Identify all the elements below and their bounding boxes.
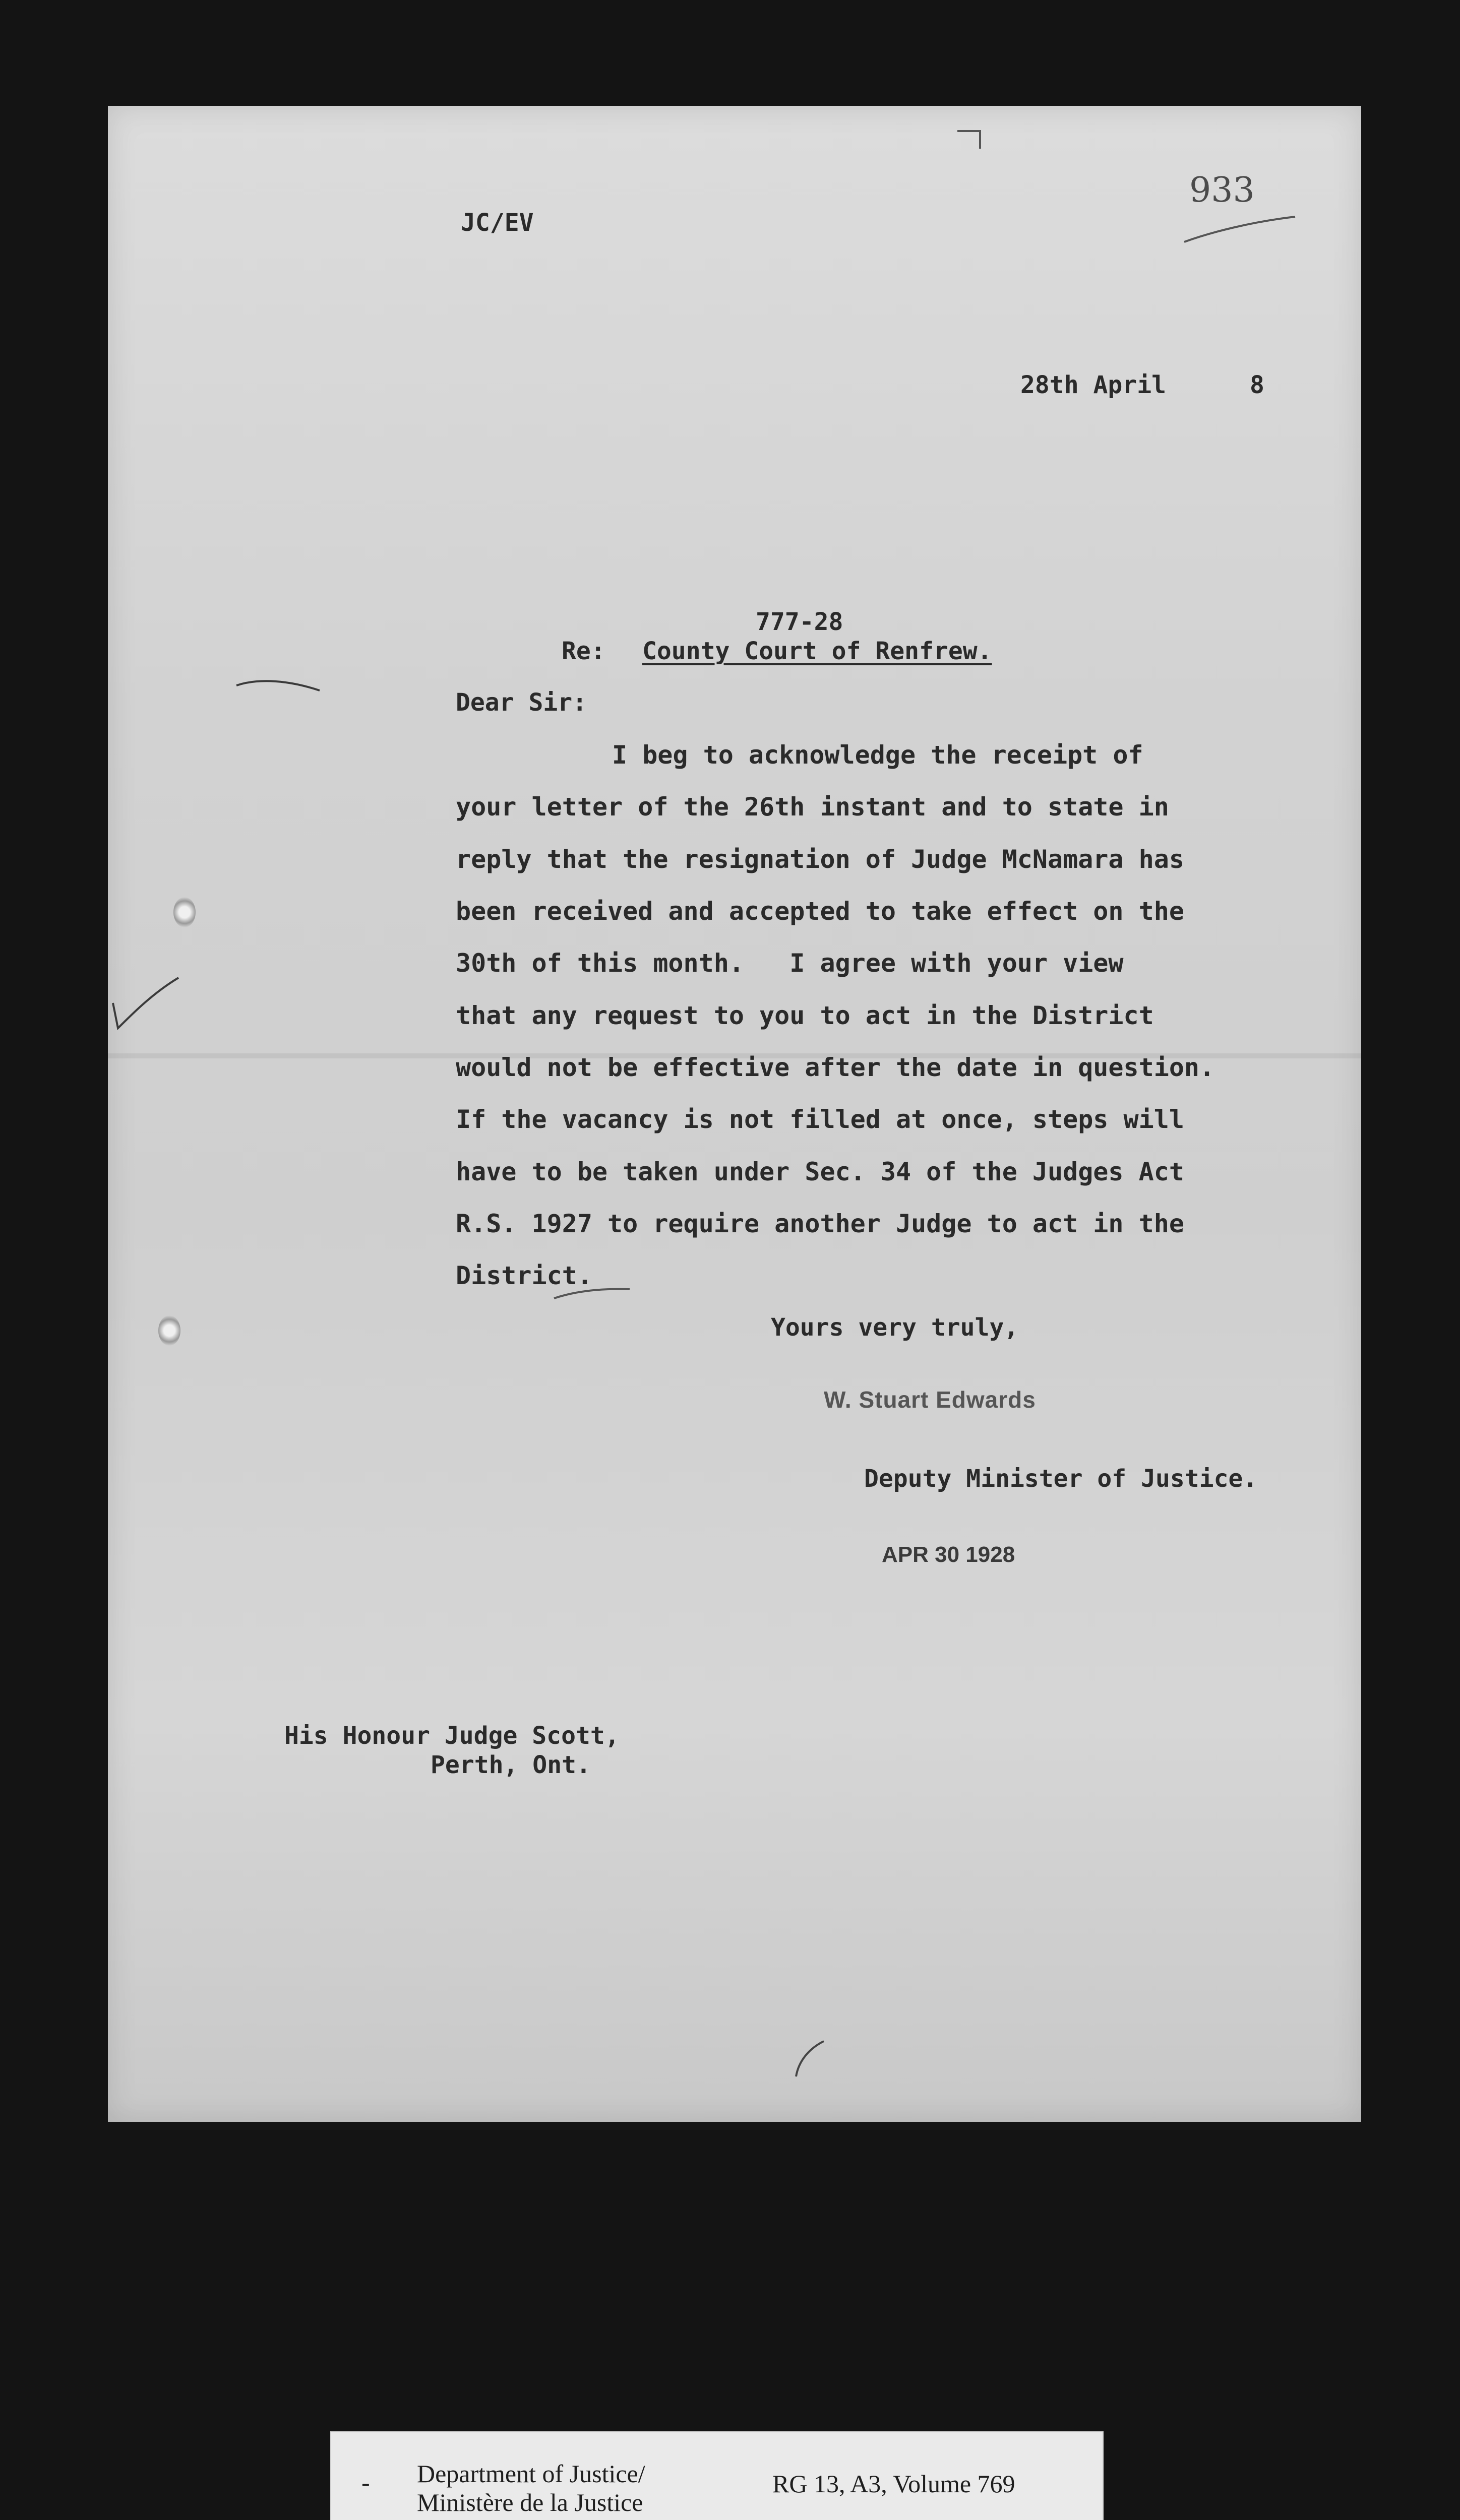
body-line-9: have to be taken under Sec. 34 of the Judges Act xyxy=(456,1157,1184,1186)
page-number-underline xyxy=(1182,207,1298,247)
file-number: 777-28 xyxy=(756,608,843,636)
punch-hole-lower xyxy=(158,1315,180,1346)
letter-page xyxy=(108,106,1361,2122)
body-line-1: I beg to acknowledge the receipt of xyxy=(612,740,1143,770)
letter-subject: County Court of Renfrew. xyxy=(642,637,992,665)
letter-date: 28th April xyxy=(1020,371,1166,399)
body-line-3: reply that the resignation of Judge McNamara has xyxy=(456,845,1184,874)
corner-mark xyxy=(955,126,985,151)
margin-tick-mark xyxy=(234,675,325,706)
reference-initials: JC/EV xyxy=(461,209,534,237)
margin-check-mark xyxy=(108,973,184,1038)
body-line-4: been received and accepted to take effect on the xyxy=(456,897,1184,926)
body-line-2: your letter of the 26th instant and to state in xyxy=(456,792,1169,822)
salutation: Dear Sir: xyxy=(456,688,587,717)
body-line-7: would not be effective after the date in question. xyxy=(456,1053,1215,1082)
bottom-pencil-mark xyxy=(788,2036,829,2082)
addressee-line-2: Perth, Ont. xyxy=(431,1751,591,1779)
district-stroke xyxy=(552,1283,632,1303)
department-line-2: Ministère de la Justice xyxy=(417,2488,643,2516)
signature: W. Stuart Edwards xyxy=(824,1387,1036,1413)
body-line-10: R.S. 1927 to require another Judge to act in the xyxy=(456,1209,1184,1238)
punch-hole-upper xyxy=(173,897,196,927)
date-stamp: APR 30 1928 xyxy=(882,1542,1015,1567)
archive-reference: RG 13, A3, Volume 769 xyxy=(772,2470,1015,2498)
letter-date-suffix: 8 xyxy=(1250,371,1264,399)
body-line-11: District. xyxy=(456,1261,592,1290)
addressee-line-1: His Honour Judge Scott, xyxy=(284,1722,620,1750)
body-line-5: 30th of this month. I agree with your view xyxy=(456,949,1124,978)
archive-label-dash: - xyxy=(361,2468,370,2496)
body-line-8: If the vacancy is not filled at once, steps will xyxy=(456,1105,1184,1134)
archive-reference-label xyxy=(330,2431,1104,2520)
body-line-6: that any request to you to act in the District xyxy=(456,1001,1154,1030)
page-number: 933 xyxy=(1189,170,1255,210)
department-line-1: Department of Justice/ xyxy=(417,2460,645,2488)
signer-title: Deputy Minister of Justice. xyxy=(864,1465,1258,1493)
closing: Yours very truly, xyxy=(771,1313,1019,1342)
re-label: Re: xyxy=(562,637,605,665)
